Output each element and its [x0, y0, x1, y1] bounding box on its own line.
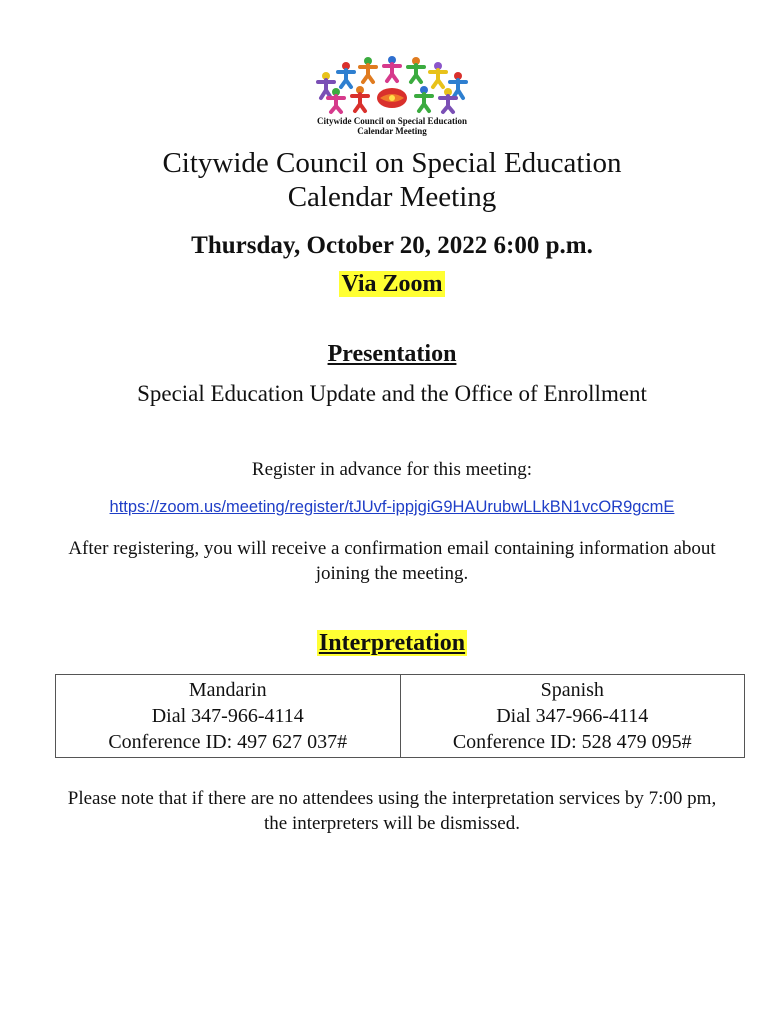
- interpretation-heading: Interpretation: [318, 630, 466, 656]
- venue-row: [0, 271, 784, 298]
- logo-caption-line1: Citywide Council on Special Education: [316, 116, 468, 126]
- conference-id: Conference ID: 528 479 095#: [452, 731, 692, 753]
- interpretation-heading-row: [0, 630, 784, 657]
- title-line1: Citywide Council on Special Education: [162, 147, 622, 179]
- after-registering-text: [0, 536, 784, 586]
- logo-caption-line2: Calendar Meeting: [357, 126, 427, 136]
- zoom-link-row: [0, 496, 784, 518]
- zoom-registration-link[interactable]: https://zoom.us/meeting/register/tJUvf-ippjgiG9HAUrubwLLkBN1vcOR9gcmE: [109, 498, 675, 516]
- language-name: Spanish: [540, 679, 604, 701]
- interpretation-cell-spanish: [400, 675, 745, 758]
- presentation-text: Special Education Update and the Office of Enrollment: [137, 381, 647, 406]
- register-prompt: Register in advance for this meeting:: [251, 459, 533, 480]
- note-line1: Please note that if there are no attendees using the interpretation services by 7:00 pm,: [67, 788, 717, 809]
- title-line2: Calendar Meeting: [287, 181, 497, 213]
- dial-number: Dial 347-966-4114: [496, 705, 649, 727]
- table-row: [56, 675, 745, 758]
- conference-id: Conference ID: 497 627 037#: [108, 731, 348, 753]
- after-line1: After registering, you will receive a confirmation email containing information about: [68, 538, 716, 559]
- dial-number: Dial 347-966-4114: [151, 705, 304, 727]
- language-name: Mandarin: [188, 679, 267, 701]
- presentation-heading: Presentation: [327, 341, 457, 367]
- note-line2: the interpreters will be dismissed.: [264, 813, 520, 834]
- venue-label: Via Zoom: [341, 271, 443, 297]
- page-title: [0, 146, 784, 214]
- children-circle-logo-icon: [296, 54, 488, 116]
- after-line2: joining the meeting.: [315, 563, 469, 584]
- interpretation-cell-mandarin: [56, 675, 401, 758]
- figure-1: [318, 72, 334, 98]
- council-logo: [296, 54, 488, 140]
- meeting-date-time: Thursday, October 20, 2022 6:00 p.m.: [191, 232, 593, 259]
- interpretation-table: [55, 674, 745, 758]
- interpretation-note: [0, 786, 784, 836]
